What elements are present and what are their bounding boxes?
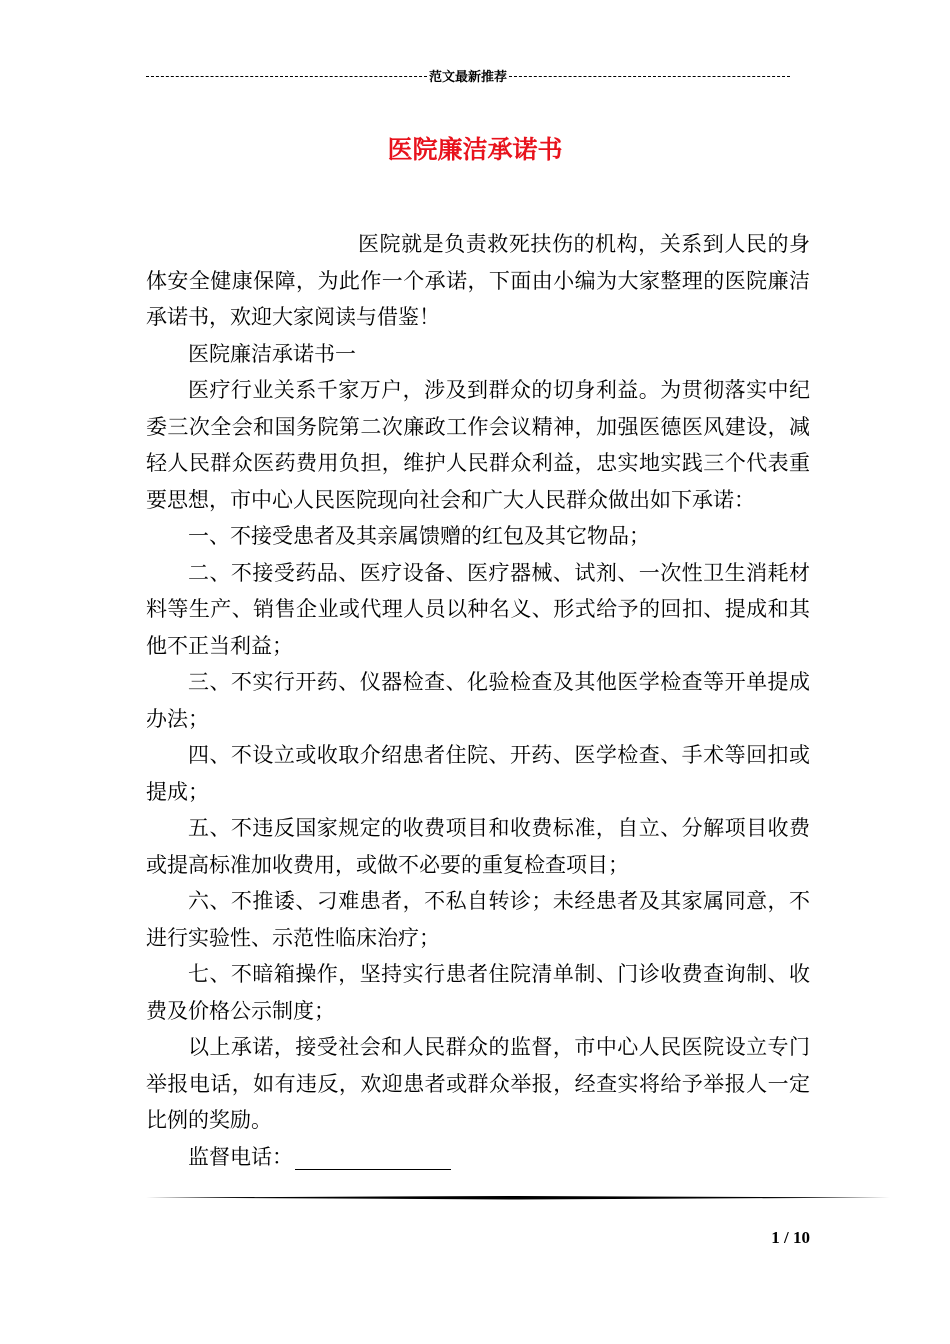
footer-rule [146,1196,890,1200]
header-rule [146,66,790,85]
hotline-blank [295,1147,451,1170]
hotline-line [146,1139,810,1176]
promise-item-2: 二、不接受药品、医疗设备、医疗器械、试剂、一次性卫生消耗材料等生产、销售企业或代理人员以种名义、形式给予的回扣、提成和其他不正当利益； [146,560,810,658]
promise-item-5: 五、不违反国家规定的收费项目和收费标准，自立、分解项目收费或提高标准加收费用，或做不必要的重复检查项目； [146,816,810,877]
page-number: 1 / 10 [771,1228,810,1247]
promise-item-7: 七、不暗箱操作，坚持实行患者住院清单制、门诊收费查询制、收费及价格公示制度； [146,962,810,1023]
header-dash-right [509,76,790,77]
promise-item-1: 一、不接受患者及其亲属馈赠的红包及其它物品； [188,524,650,548]
hotline-label: 监督电话： [188,1144,293,1169]
document-body [146,226,810,1175]
closing-paragraph: 以上承诺，接受社会和人民群众的监督，市中心人民医院设立专门举报电话，如有违反，欢迎患者或群众举报，经查实将给予举报人一定比例的奖励。 [146,1035,810,1132]
promise-item-3: 三、不实行开药、仪器检查、化验检查及其他医学检查等开单提成办法； [146,670,810,731]
preamble-paragraph: 医疗行业关系千家万户，涉及到群众的切身利益。为贯彻落实中纪委三次全会和国务院第二次廉政工作会议精神，加强医德医风建设，减轻人民群众医药费用负担，维护人民群众利益，忠实地实践三个代表重要思想，市中心人民医院现向社会和广大人民群众做出如下承诺： [146,378,810,512]
header-dash-left [146,76,427,77]
footer-rule-line [146,1196,890,1200]
document-title: 医院廉洁承诺书 [387,135,563,164]
section-heading: 医院廉洁承诺书一 [188,341,356,366]
intro-paragraph: 医院就是负责救死扶伤的机构，关系到人民的身体安全健康保障，为此作一个承诺，下面由小编为大家整理的医院廉洁承诺书，欢迎大家阅读与借鉴！ [146,232,810,329]
header-label: 范文最新推荐 [429,70,508,85]
promise-item-4: 四、不设立或收取介绍患者住院、开药、医学检查、手术等回扣或提成； [146,743,810,804]
promise-item-6: 六、不推诿、刁难患者，不私自转诊；未经患者及其家属同意，不进行实验性、示范性临床治疗； [146,889,810,950]
